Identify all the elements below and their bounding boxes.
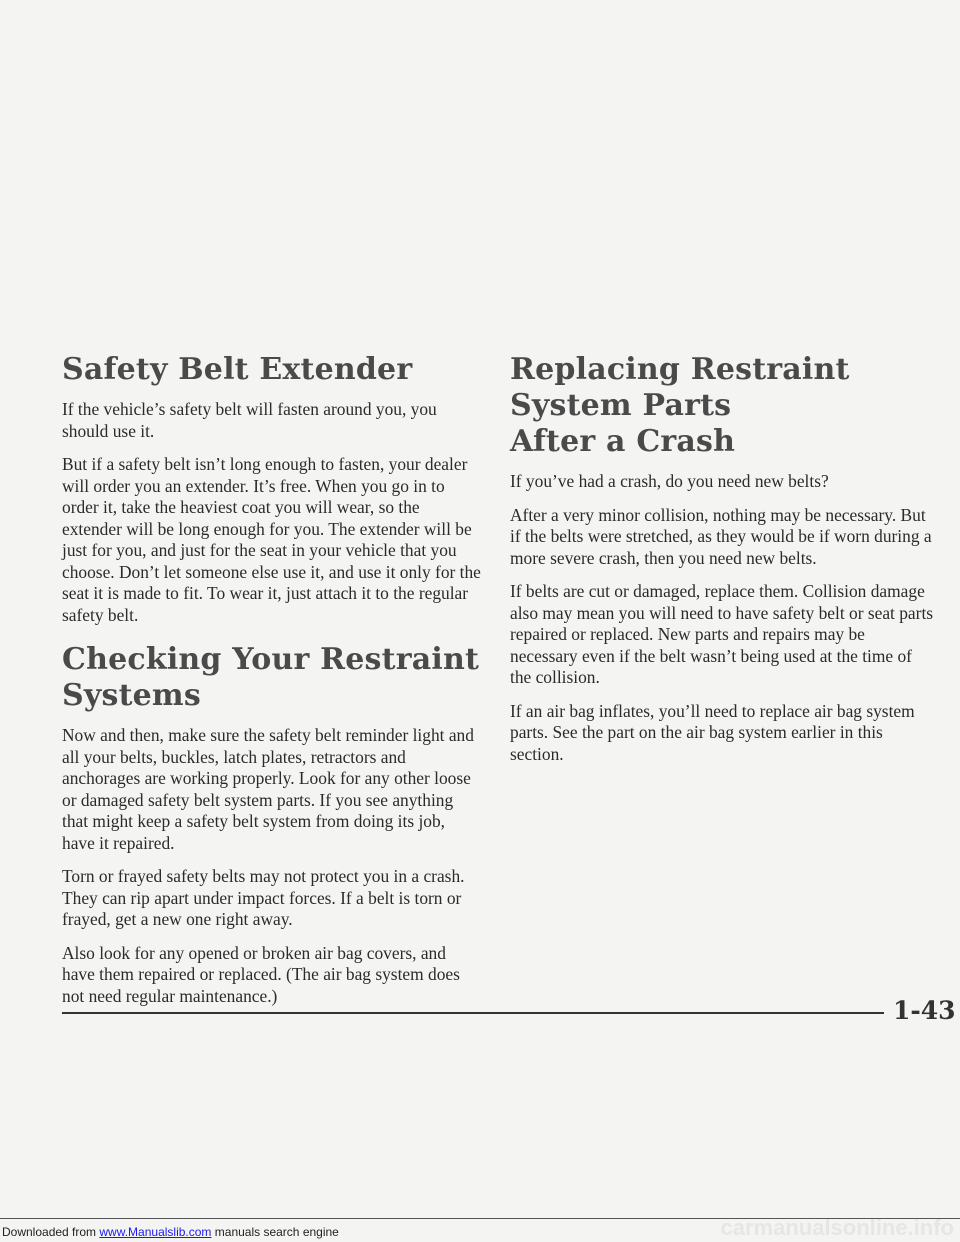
section-heading-replacing-parts [510, 352, 936, 460]
paragraph: Also look for any opened or broken air bag covers, and have them repaired or replaced. (The air bag system does not need regular maintenance.) [62, 942, 460, 1006]
page-rule [62, 1012, 884, 1014]
paragraph: But if a safety belt isn’t long enough to fasten, your dealer will order you an extender. It’s free. When you go in to order it, take the heaviest coat you will wear, so the extender will be long enough for you. The extender will be just for you, and just for the seat in your vehicle that you choose. Don’t let someone else use it, and use it only for the seat it is made to fit. To wear it, just attach it to the regular safety belt. [62, 454, 481, 625]
left-column [62, 352, 482, 1019]
section-heading-safety-belt-extender: Safety Belt Extender [62, 352, 413, 387]
download-footer [2, 1225, 339, 1239]
right-column [510, 352, 936, 777]
footer-prefix: Downloaded from [2, 1225, 100, 1239]
page-number: 1-43 [893, 996, 956, 1025]
paragraph: Now and then, make sure the safety belt reminder light and all your belts, buckles, latch plates, retractors and anchorages are working properly. Look for any other loose or damaged safety belt system parts. If you see anything that might keep a safety belt system from doing its job, have it repaired. [62, 725, 474, 853]
section-heading-checking-restraint-systems: Checking Your Restraint Systems [62, 642, 480, 713]
paragraph: If you’ve had a crash, do you need new belts? [510, 471, 829, 491]
heading-line-1: Replacing Restraint System Parts [510, 352, 850, 423]
paragraph: If belts are cut or damaged, replace them. Collision damage also may mean you will need to have safety belt or seat parts repaired or replaced. New parts and repairs may be necessary even if the belt wasn’t being used at the time of the collision. [510, 581, 934, 687]
heading-line-2: After a Crash [510, 424, 736, 459]
paragraph: Torn or frayed safety belts may not protect you in a crash. They can rip apart under impact forces. If a belt is torn or frayed, get a new one right away. [62, 866, 465, 929]
watermark: carmanualsonline.info [720, 1215, 954, 1240]
manualslib-link[interactable]: www.Manualslib.com [99, 1225, 212, 1239]
paragraph: After a very minor collision, nothing may be necessary. But if the belts were stretched, as they would be if worn during a more severe crash, then you need new belts. [510, 504, 932, 568]
paragraph: If an air bag inflates, you’ll need to replace air bag system parts. See the part on the air bag system earlier in this section. [510, 700, 915, 764]
footer-suffix: manuals search engine [211, 1225, 339, 1239]
paragraph: If the vehicle’s safety belt will fasten around you, you should use it. [62, 399, 437, 441]
